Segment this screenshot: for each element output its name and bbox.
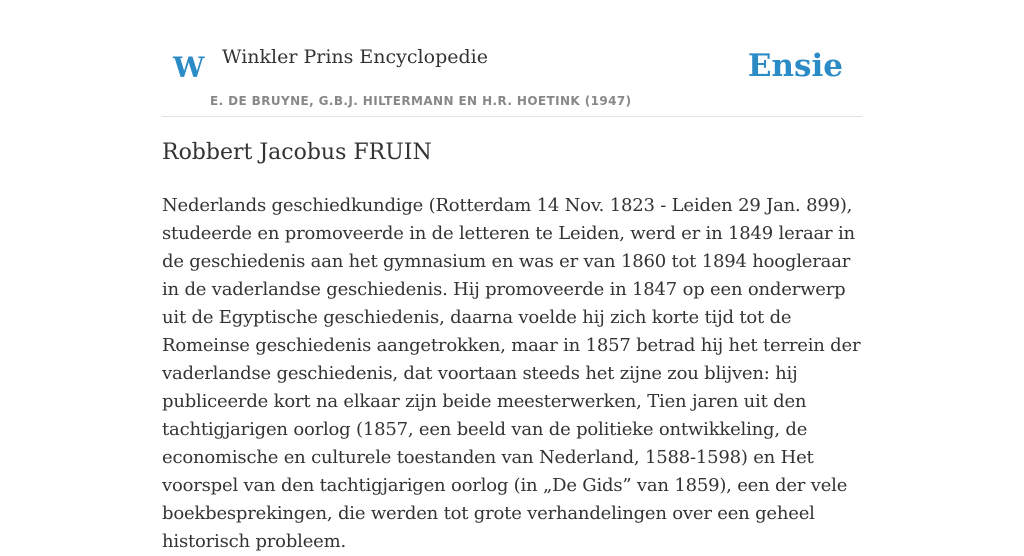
authors-line: E. DE BRUYNE, G.B.J. HILTERMANN EN H.R. HOETINK (1947) (210, 94, 632, 108)
brand-logo[interactable]: Ensie (747, 48, 843, 84)
article-title: Robbert Jacobus FRUIN (162, 140, 432, 165)
article-body: Nederlands geschiedkundige (Rotterdam 14 Nov. 1823 - Leiden 29 Jan. 899), studeerde en promoveerde in de letteren te Leiden, werd er in 1849 leraar in de geschiedenis aan het gymnasium en was er van 1860 tot 1894 hoogleraar in de vaderlandse geschiedenis. Hij promoveerde in 1847 op een onderwerp uit de Egyptische geschiedenis, daarna voelde hij zich korte tijd tot de Romeinse geschiedenis aangetrokken, maar in 1857 betrad hij het terrein der vaderlandse geschiedenis, dat voortaan steeds het zijne zou blijven: hij publiceerde kort na elkaar zijn beide meesterwerken, Tien jaren uit den tachtigjarigen oorlog (1857, een beeld van de politieke ontwikkeling, de economische en culturele toestanden van Nederland, 1588-1598) en Het voorspel van den tachtigjarigen oorlog (in „De Gids” van 1859), een der vele boekbesprekingen, die werden tot grote verhandelingen over een geheel historisch probleem. (162, 195, 861, 552)
site-header (162, 0, 862, 117)
site-title[interactable]: Winkler Prins Encyclopedie (222, 46, 488, 68)
site-logo[interactable]: W (173, 51, 205, 84)
